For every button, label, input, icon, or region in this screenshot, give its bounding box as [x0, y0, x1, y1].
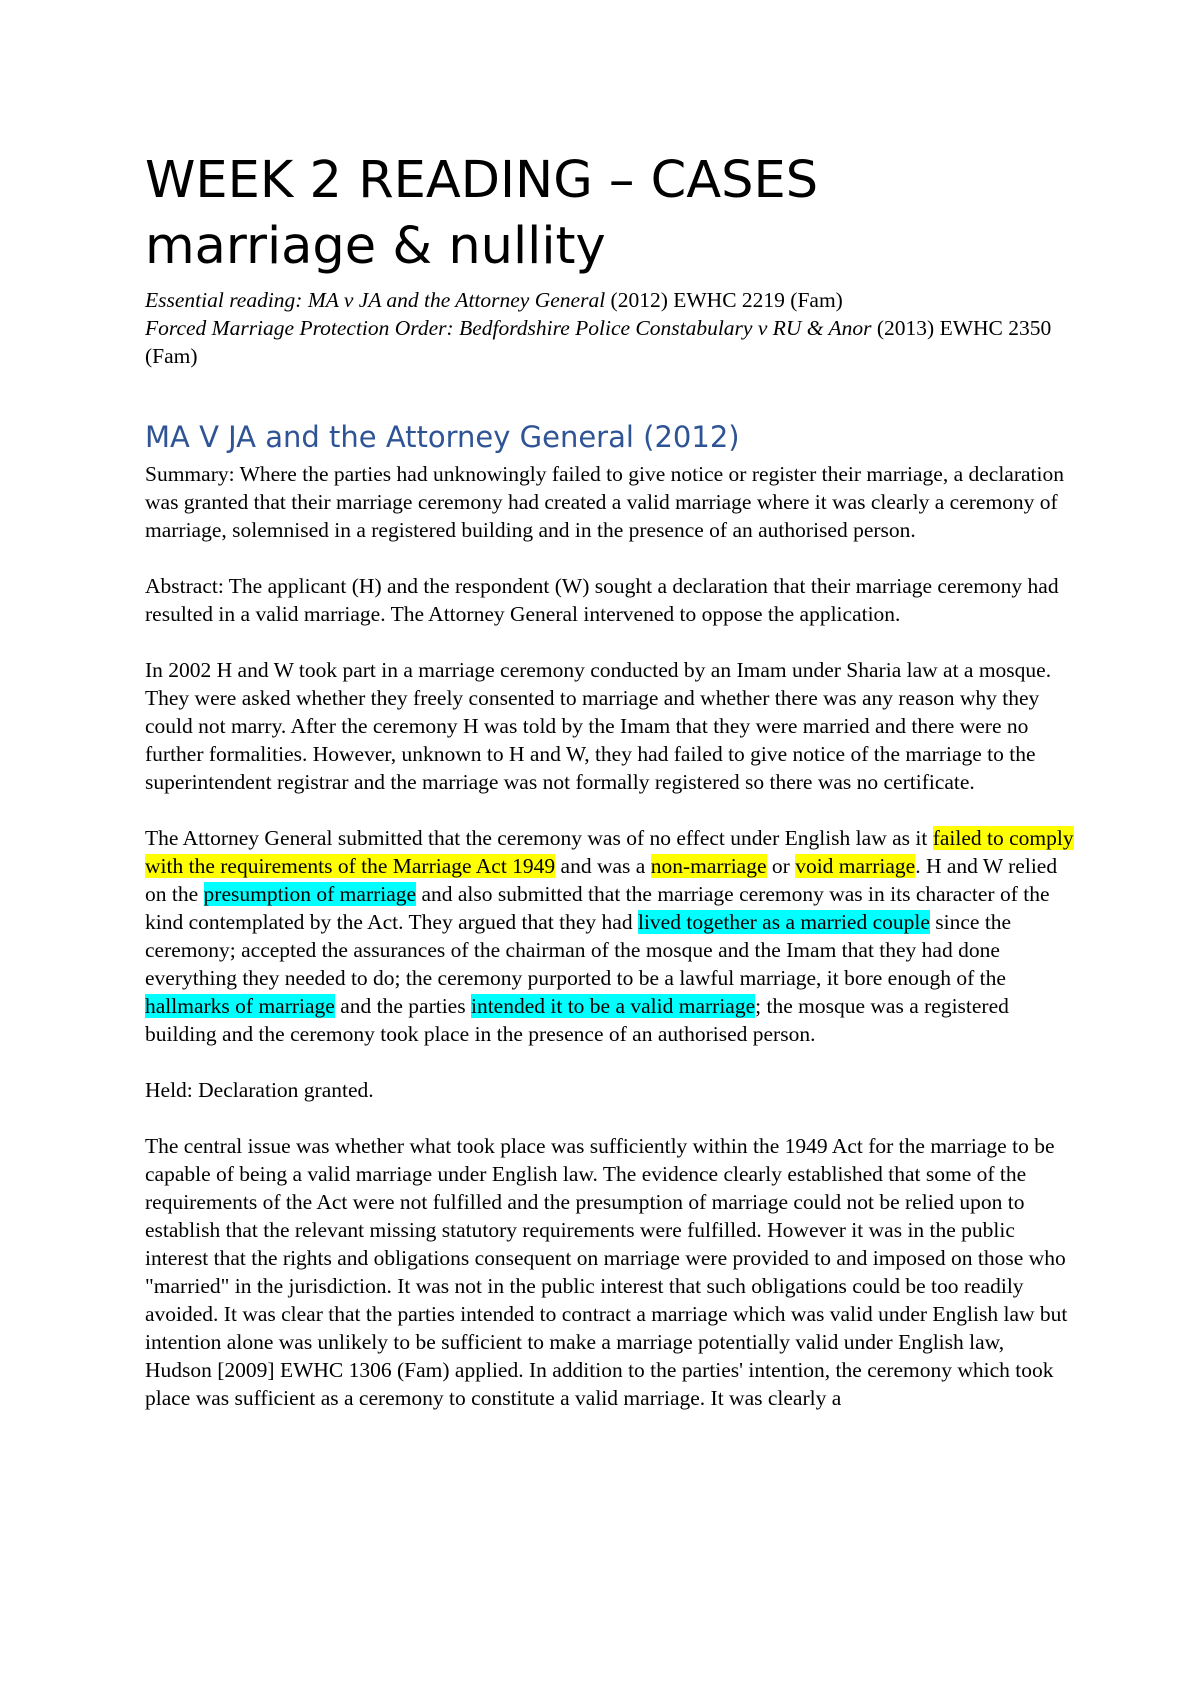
title-line-1: WEEK 2 READING – CASES	[145, 151, 819, 210]
text-segment: and was a	[555, 854, 651, 878]
highlight-yellow: void marriage	[795, 854, 916, 878]
highlight-yellow: non-marriage	[650, 854, 767, 878]
case-heading: MA V JA and the Attorney General (2012)	[145, 420, 740, 454]
highlight-cyan: presumption of marriage	[203, 882, 417, 906]
reference-essential-citation: (2012) EWHC 2219 (Fam)	[605, 288, 843, 312]
highlight-yellow: failed to comply with the requirements of the Marriage Act 1949	[145, 826, 1074, 878]
highlight-cyan: hallmarks of marriage	[145, 994, 335, 1018]
central-issue-paragraph: The central issue was whether what took place was sufficiently within the 1949 Act for the marriage to be capable of being a valid marriage under English law. The evidence clearly established that some of the requirements of the Act were not fulfilled and the presumption of marriage could not be relied upon to establish that the relevant missing statutory requirements were fulfilled. However it was in the public interest that the rights and obligations consequent on marriage were provided to and imposed on those who "married" in the jurisdiction. It was not in the public interest that such obligations could be too readily avoided. It was clear that the parties intended to contract a marriage which was valid under English law but intention alone was unlikely to be sufficient to make a marriage potentially valid under English law, Hudson [2009] EWHC 1306 (Fam) applied. In addition to the parties' intention, the ceremony which took place was sufficient as a ceremony to constitute a valid marriage. It was clearly a	[145, 1134, 1068, 1410]
document-title	[145, 148, 1075, 280]
text-segment: and also submitted that the marriage ceremony was in its character of the kind contemplated by the Act. They argued that they had	[145, 882, 1050, 934]
text-segment: ; the mosque was a registered building and the ceremony took place in the presence of an authorised person.	[145, 994, 1009, 1046]
facts-paragraph: In 2002 H and W took part in a marriage ceremony conducted by an Imam under Sharia law at a mosque. They were asked whether they freely consented to marriage and whether there was any reason why they could not marry. After the ceremony H was told by the Imam that they were married and there were no further formalities. However, unknown to H and W, they had failed to give notice of the marriage to the superintendent registrar and the marriage was not formally registered so there was no certificate.	[145, 658, 1052, 794]
text-segment: or	[766, 854, 796, 878]
text-segment: . H and W relied on the	[145, 854, 1058, 906]
summary-paragraph: Summary: Where the parties had unknowingly failed to give notice or register their marriage, a declaration was granted that their marriage ceremony had created a valid marriage where it was clearly a ceremony of marriage, solemnised in a registered building and in the presence of an authorised person.	[145, 462, 1064, 542]
highlight-cyan: lived together as a married couple	[637, 910, 930, 934]
reference-forced-marriage-title: Forced Marriage Protection Order: Bedfordshire Police Constabulary v RU & Anor	[145, 316, 872, 340]
reading-references	[145, 286, 1075, 370]
highlight-cyan: intended it to be a valid marriage	[470, 994, 756, 1018]
abstract-paragraph: Abstract: The applicant (H) and the respondent (W) sought a declaration that their marriage ceremony had resulted in a valid marriage. The Attorney General intervened to oppose the application.	[145, 574, 1059, 626]
held-paragraph: Held: Declaration granted.	[145, 1078, 374, 1102]
text-segment: The Attorney General submitted that the ceremony was of no effect under English law as it	[145, 826, 933, 850]
text-segment: and the parties	[334, 994, 471, 1018]
reference-forced-marriage-citation: (2013) EWHC 2350 (Fam)	[145, 316, 1052, 368]
document-content	[145, 148, 1075, 1440]
text-segment: since the ceremony; accepted the assurances of the chairman of the mosque and the Imam that they had done everything they needed to do; the ceremony purported to be a lawful marriage, it bore enough of the	[145, 910, 1012, 990]
reference-forced-marriage	[145, 314, 1075, 370]
reference-essential	[145, 286, 1075, 314]
attorney-general-paragraph	[145, 824, 1075, 1048]
title-line-2: marriage & nullity	[145, 217, 606, 276]
reference-essential-title: Essential reading: MA v JA and the Attorney General	[145, 288, 606, 312]
